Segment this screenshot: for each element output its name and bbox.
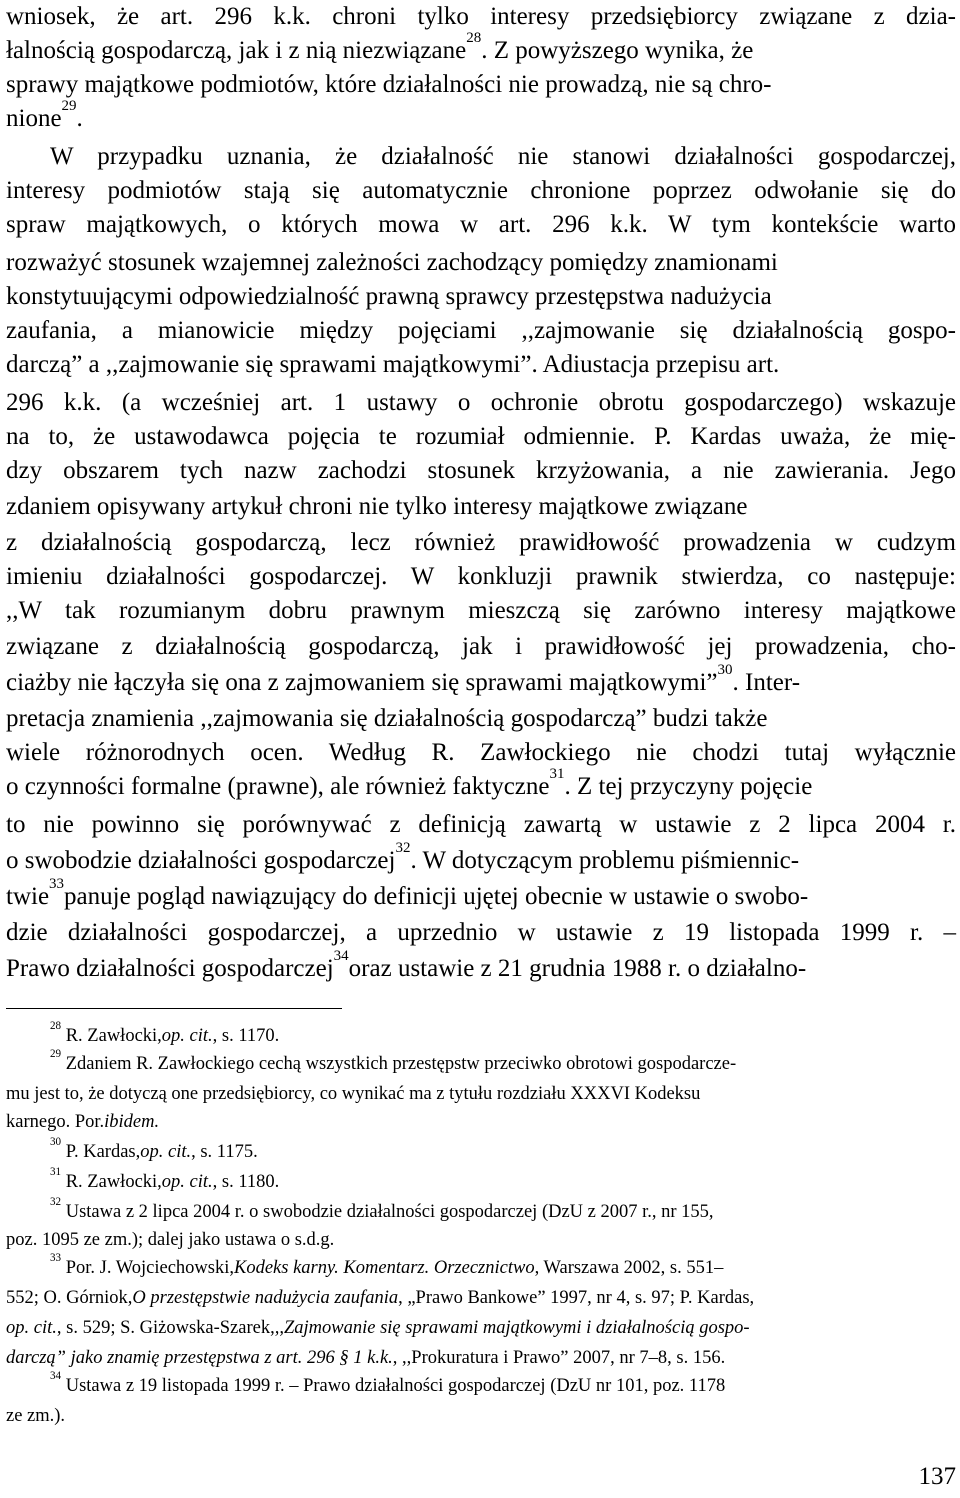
text-line: o czynności formalne (prawne), ale również faktyczne 31 . Z tej przyczyny pojęcie [6,766,813,800]
footnote-33: 33 Por. J. Wojciechowski, Kodeks karny. Komentarz. Orzecznictwo , Warszawa 2002, s. 551– [50,1252,724,1278]
footnote-ref: 30 [717,662,733,678]
footnote-line: op. cit. , s. 529; S. Giżowska-Szarek, ,,Zajmowanie się sprawami majątkowymi i działalnością gospo- [6,1318,750,1338]
footnote-ref: 28 [466,30,482,46]
text-line: twie 33 panuje pogląd nawiązujący do definicji ujętej obecnie w ustawie o swobo- [6,876,809,910]
text-line: ,,W tak rozumianym dobru prawnym mieszczą się zarówno interesy majątkowe [6,597,956,624]
text-line: z działalnością gospodarczą, lecz również prawidłowość prowadzenia w cudzym [6,529,956,556]
text-line: 296 k.k. (a wcześniej art. 1 ustawy o ochronie obrotu gospodarczego) wskazuje [6,389,956,416]
text-line: na to, że ustawodawca pojęcia te rozumiał odmiennie. P. Kardas uważa, że mię- [6,423,956,450]
footnote-ref: 34 [333,948,349,964]
text-line: ciażby nie łączyła się ona z zajmowaniem się sprawami majątkowymi” 30 . Inter- [6,662,801,696]
text-line: związane z działalnością gospodarczą, jak i prawidłowość jej prowadzenia, cho- [6,633,956,660]
text-line: to nie powinno się porównywać z definicją zawartą w ustawie z 2 lipca 2004 r. [6,811,956,838]
footnote-34: 34 Ustawa z 19 listopada 1999 r. – Prawo działalności gospodarczej (DzU nr 101, poz. 1178 [50,1370,726,1396]
text-line: zdaniem opisywany artykuł chroni nie tylko interesy majątkowe związane [6,493,748,520]
text-line: interesy podmiotów stają się automatycznie chronione poprzez odwołanie się do [6,177,956,204]
text-line: zaufania, a mianowicie między pojęciami ,,zajmowanie się działalnością gospo- [6,317,956,344]
page-number: 137 [918,1463,956,1490]
footnote-line: mu jest to, że dotyczą one przedsiębiorcy, co wynikać ma z tytułu rozdziału XXXVI Kodeksu [6,1084,701,1104]
text-line: pretacja znamienia ,,zajmowania się działalnością gospodarczą” budzi także [6,705,768,732]
text-line: o swobodzie działalności gospodarczej 32 . W dotyczącym problemu piśmiennic- [6,840,800,874]
footnote-line: 552; O. Górniok, O przestępstwie nadużycia zaufania , „Prawo Bankowe” 1997, nr 4, s. 97; P. Kardas, [6,1288,755,1308]
text-line: dzie działalności gospodarczej, a uprzednio w ustawie z 19 listopada 1999 r. – [6,919,956,946]
footnote-ref: 32 [395,840,411,856]
footnote-31: 31 R. Zawłocki, op. cit. , s. 1180. [50,1166,280,1192]
text-line: dzy obszarem tych nazw zachodzi stosunek krzyżowania, a nie zawierania. Jego [6,457,956,484]
text-line: Prawo działalności gospodarczej 34 oraz ustawie z 21 grudnia 1988 r. o działalno- [6,948,807,982]
footnote-28: 28 R. Zawłocki, op. cit. , s. 1170. [50,1020,280,1046]
footnote-30: 30 P. Kardas, op. cit. , s. 1175. [50,1136,258,1162]
text-line: rozważyć stosunek wzajemnej zależności zachodzący pomiędzy znamionami [6,249,778,276]
text-line: darczą” a ,,zajmowanie się sprawami majątkowymi”. Adiustacja przepisu art. [6,351,780,378]
text-line: sprawy majątkowe podmiotów, które działalności nie prowadzą, nie są chro- [6,71,772,98]
text-line: wniosek, że art. 296 k.k. chroni tylko interesy przedsiębiorcy związane z dzia- [6,3,956,30]
footnote-ref: 31 [549,766,565,782]
footnote-line: ze zm.). [6,1406,66,1426]
footnote-line: darczą” jako znamię przestępstwa z art. 296 § 1 k.k. , ,,Prokuratura i Prawo” 2007, nr 7–8, s. 156. [6,1348,726,1368]
footnote-line: poz. 1095 ze zm.); dalej jako ustawa o s.d.g. [6,1230,335,1250]
text-line: W przypadku uznania, że działalność nie stanowi działalności gospodarczej, [50,143,956,170]
footnote-32: 32 Ustawa z 2 lipca 2004 r. o swobodzie działalności gospodarczej (DzU z 2007 r., nr 155, [50,1196,714,1222]
text-line: nione 29 . [6,98,83,132]
text-line: wiele różnorodnych ocen. Według R. Zawłockiego nie chodzi tutaj wyłącznie [6,739,956,766]
footnote-ref: 29 [61,98,77,114]
footnote-ref: 33 [49,876,65,892]
footnote-line: karnego. Por. ibidem. [6,1112,160,1132]
footnote-29: 29 Zdaniem R. Zawłockiego cechą wszystkich przestępstw przeciwko obrotowi gospodarcze- [50,1048,737,1074]
text-line: łalnością gospodarczą, jak i z nią niezwiązane 28 . Z powyższego wynika, że [6,30,754,64]
text-line: konstytuującymi odpowiedzialność prawną sprawcy przestępstwa nadużycia [6,283,772,310]
text-line: spraw majątkowych, o których mowa w art. 296 k.k. W tym kontekście warto [6,211,956,238]
footnote-separator [6,1008,342,1009]
text-line: imieniu działalności gospodarczej. W konkluzji prawnik stwierdza, co następuje: [6,563,956,590]
